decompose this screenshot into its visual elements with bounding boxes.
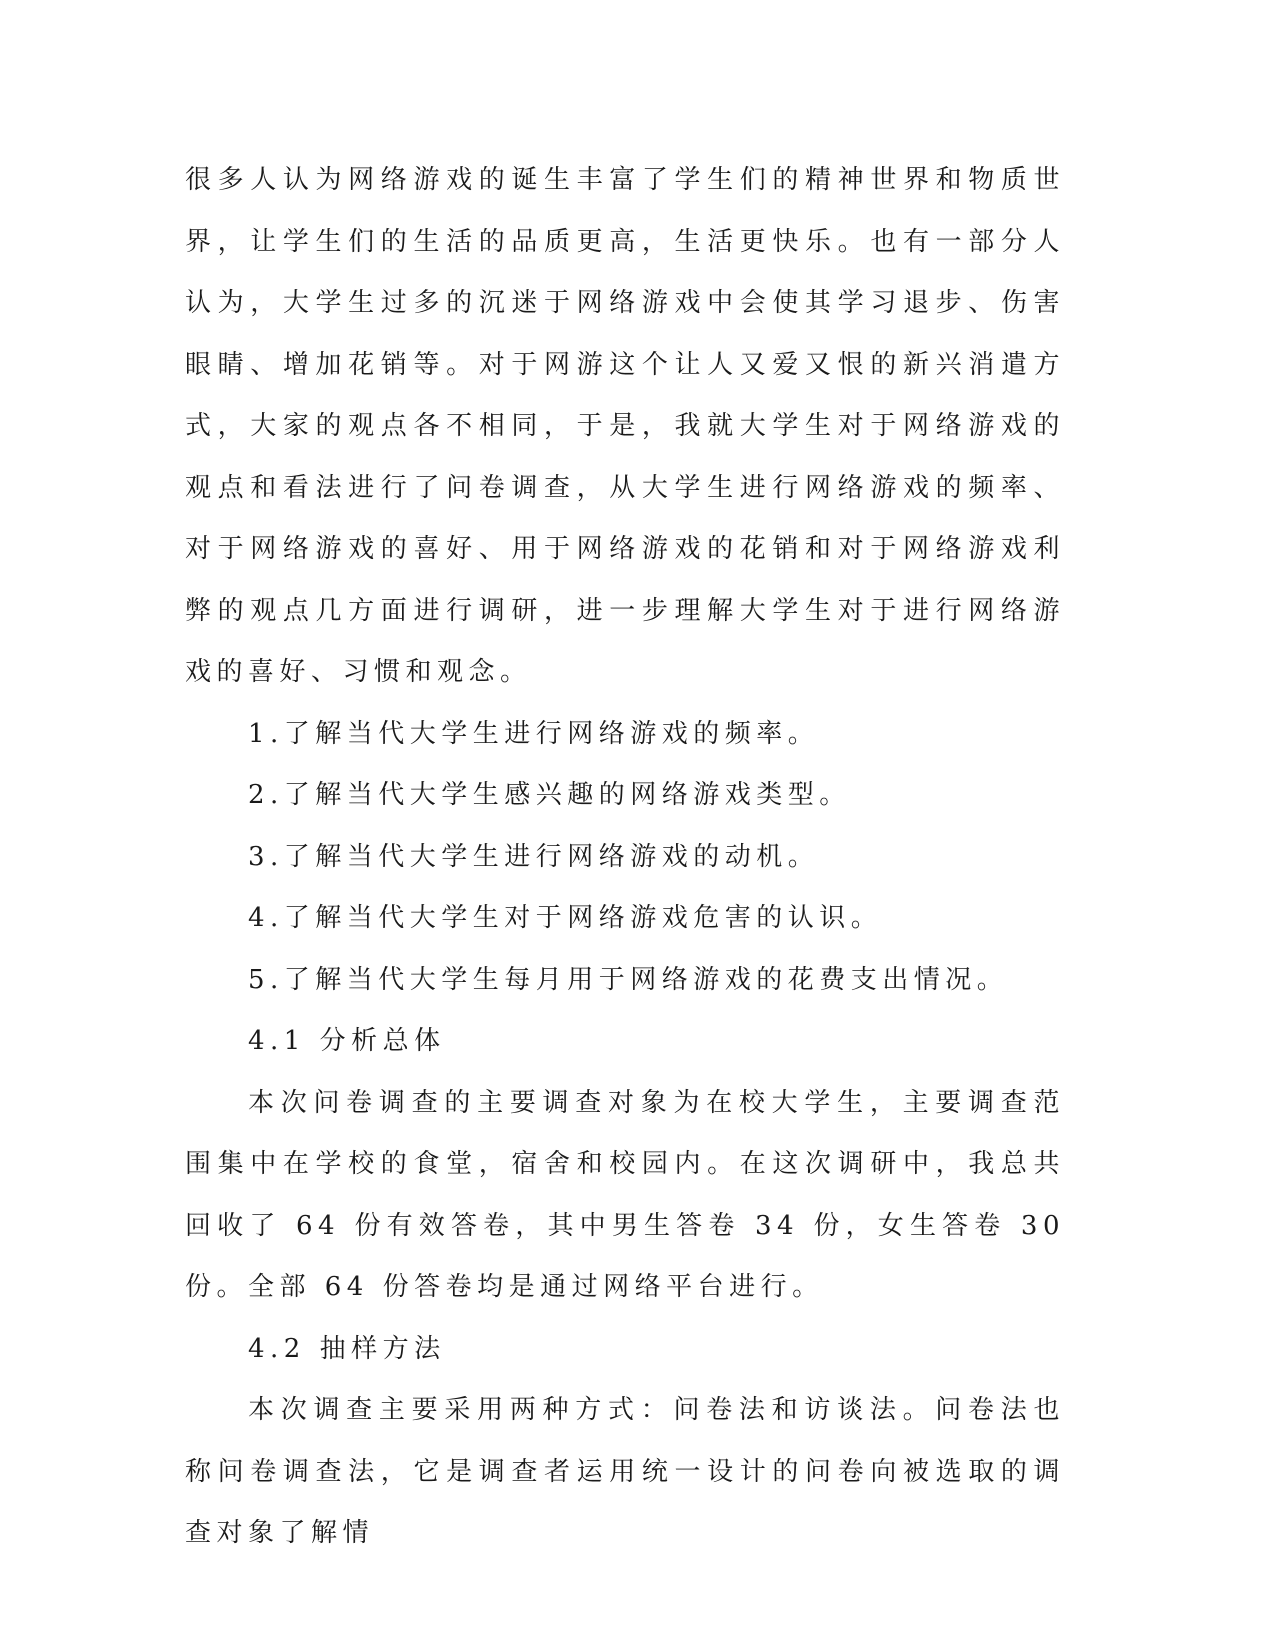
objective-item-4: 4.了解当代大学生对于网络游戏危害的认识。 bbox=[248, 903, 883, 933]
sampling-paragraph: 本次调查主要采用两种方式：问卷法和访谈法。问卷法也称问卷调查法，它是调查者运用统一设计的问卷向被选取的调查对象了解情 bbox=[185, 1395, 1065, 1548]
objective-item-2: 2.了解当代大学生感兴趣的网络游戏类型。 bbox=[248, 780, 851, 810]
section-heading-4-1: 4.1 分析总体 bbox=[248, 1026, 446, 1056]
document-page bbox=[185, 150, 1065, 1565]
objective-item-3: 3.了解当代大学生进行网络游戏的动机。 bbox=[248, 841, 820, 872]
population-paragraph: 本次问卷调查的主要调查对象为在校大学生，主要调查范围集中在学校的食堂，宿舍和校园内。在这次调研中，我总共回收了 64 份有效答卷，其中男生答卷 34 份，女生答卷 30 份。全部 64 份答卷均是通过网络平台进行。 bbox=[185, 1087, 1065, 1302]
objective-item-1: 1.了解当代大学生进行网络游戏的频率。 bbox=[248, 718, 820, 749]
objective-item-5: 5.了解当代大学生每月用于网络游戏的花费支出情况。 bbox=[248, 964, 1009, 995]
section-heading-4-2: 4.2 抽样方法 bbox=[248, 1333, 446, 1364]
intro-paragraph: 很多人认为网络游戏的诞生丰富了学生们的精神世界和物质世界，让学生们的生活的品质更高，生活更快乐。也有一部分人认为，大学生过多的沉迷于网络游戏中会使其学习退步、伤害眼睛、增加花销等。对于网游这个让人又爱又恨的新兴消遣方式，大家的观点各不相同，于是，我就大学生对于网络游戏的观点和看法进行了问卷调查，从大学生进行网络游戏的频率、对于网络游戏的喜好、用于网络游戏的花销和对于网络游戏利弊的观点几方面进行调研，进一步理解大学生对于进行网络游戏的喜好、习惯和观念。 bbox=[185, 165, 1065, 687]
